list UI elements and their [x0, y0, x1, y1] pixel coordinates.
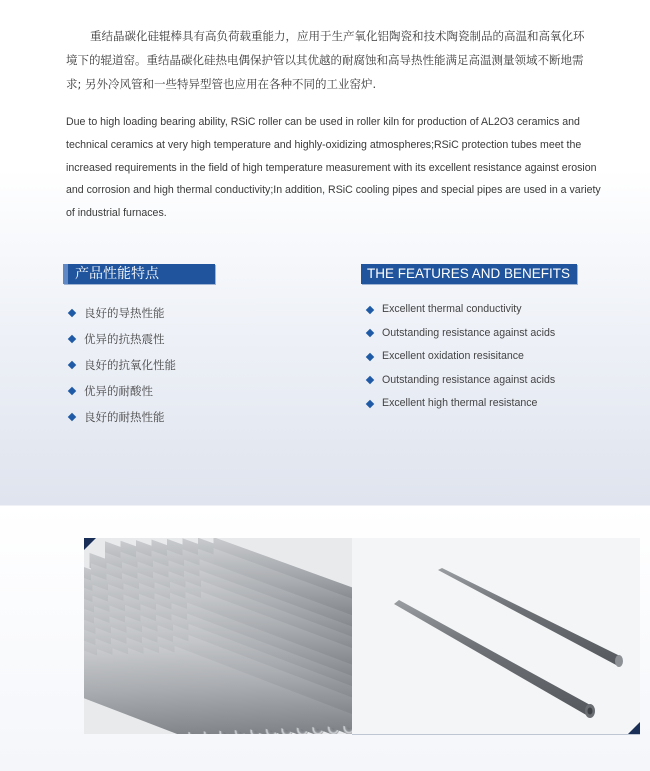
diamond-bullet-icon — [68, 387, 76, 395]
features-cn-heading — [63, 264, 215, 284]
features-en-heading — [361, 264, 577, 284]
protection-tubes-photo — [352, 538, 640, 734]
feature-en-item: Outstanding resistance against acids — [366, 322, 555, 346]
tube-bundle-illustration — [84, 538, 369, 734]
features-en-title: THE FEATURES AND BENEFITS — [367, 266, 571, 281]
feature-cn-item: 优异的耐酸性 — [68, 378, 176, 404]
feature-cn-item: 良好的耐热性能 — [68, 404, 176, 430]
diamond-bullet-icon — [366, 329, 374, 337]
diamond-bullet-icon — [366, 376, 374, 384]
intro-chinese: 重结晶碳化硅辊棒具有高负荷载重能力，应用于生产氧化铝陶瓷和技术陶瓷制品的高温和高氧化环境下的辊道窑。重结晶碳化硅热电偶保护管以其优越的耐腐蚀和高导热性能满足高温测量领域不断地需求; 另外冷风管和一些特异型管也应用在各种不同的工业窑炉. — [66, 29, 585, 91]
diamond-bullet-icon — [68, 335, 76, 343]
intro-english: Due to high loading bearing ability, RSiC roller can be used in roller kiln for production of AL2O3 ceramics and technical ceramics at very high temperature and highly-oxidizing atmospheres;RSiC protection tubes meet the increased requirements in the field of high temperature measurement with its excellent resistance against erosion and corrosion and high thermal conductivity;In addition, RSiC cooling pipes and special pipes are used in a variety of industrial furnaces. — [66, 116, 601, 220]
photo-corner-accent — [84, 538, 96, 550]
feature-cn-item: 良好的抗氧化性能 — [68, 352, 176, 378]
diamond-bullet-icon — [68, 413, 76, 421]
feature-en-item: Outstanding resistance against acids — [366, 369, 555, 393]
feature-cn-item: 良好的导热性能 — [68, 300, 176, 326]
photo-frame-rule — [352, 734, 640, 735]
feature-cn-item: 优异的抗热震性 — [68, 326, 176, 352]
tube-bundle-photo — [84, 538, 369, 734]
protection-tubes-illustration — [352, 538, 640, 734]
feature-en-item: Excellent high thermal resistance — [366, 392, 555, 416]
photo-corner-accent — [628, 722, 640, 734]
diamond-bullet-icon — [68, 309, 76, 317]
features-cn-list — [68, 300, 176, 430]
diamond-bullet-icon — [366, 353, 374, 361]
heading-accent-bar — [63, 264, 68, 284]
features-en-list — [366, 298, 555, 416]
diamond-bullet-icon — [68, 361, 76, 369]
diamond-bullet-icon — [366, 306, 374, 314]
feature-en-item: Excellent oxidation resisitance — [366, 345, 555, 369]
diamond-bullet-icon — [366, 400, 374, 408]
feature-en-item: Excellent thermal conductivity — [366, 298, 555, 322]
features-cn-title: 产品性能特点 — [75, 266, 159, 282]
